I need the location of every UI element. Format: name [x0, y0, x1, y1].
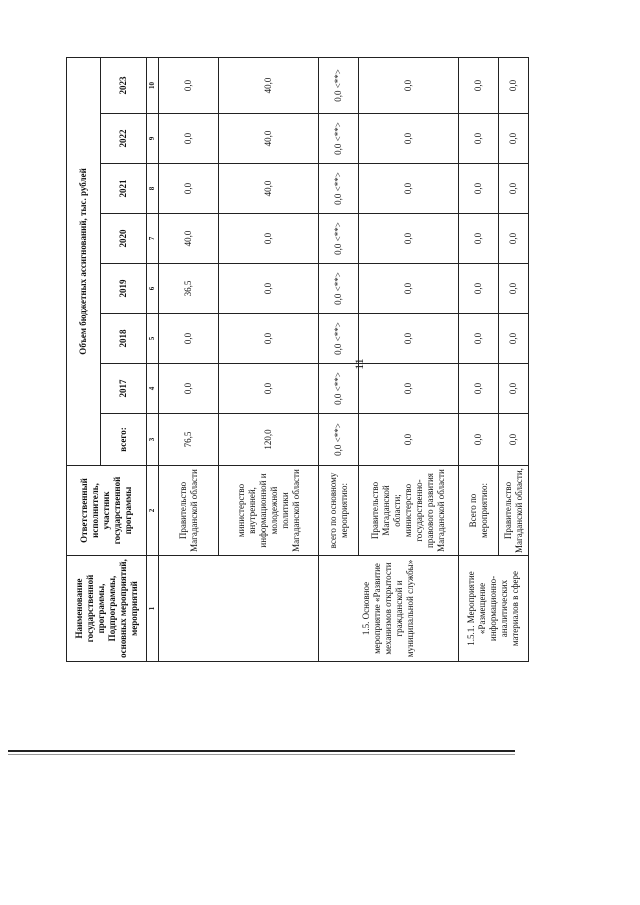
cell-2021: 40,0: [219, 164, 319, 214]
cell-2023: 0,0: [159, 57, 219, 113]
table-row: [159, 57, 219, 661]
cell-2023: 0,0: [359, 57, 459, 113]
header-total: всего:: [101, 414, 147, 466]
table-row: [319, 57, 359, 661]
header-year-2022: 2022: [101, 114, 147, 164]
header-year-2019: 2019: [101, 264, 147, 314]
cell-2022: 0,0: [499, 114, 529, 164]
cell-2019: 0,0: [459, 264, 499, 314]
row-name: [159, 556, 319, 662]
cell-2020: 0,0: [219, 214, 319, 264]
header-year-2018: 2018: [101, 314, 147, 364]
cell-2019: 0,0: [499, 264, 529, 314]
header-budget: Объем бюджетных ассигнований, тыс. рублей: [67, 57, 101, 465]
row-responsible: министерство внутренней, информационной и молодежной политики Магаданской области: [219, 466, 319, 556]
col-number: 4: [147, 364, 159, 414]
cell-2017: 0,0: [159, 364, 219, 414]
cell-2022: 0,0 <**>: [319, 114, 359, 164]
cell-2023: 0,0 <**>: [319, 57, 359, 113]
col-number: 1: [147, 556, 159, 662]
cell-2021: 0,0: [499, 164, 529, 214]
cell-2018: 0,0: [459, 314, 499, 364]
cell-2020: 40,0: [159, 214, 219, 264]
cell-2018: 0,0: [219, 314, 319, 364]
col-number: 5: [147, 314, 159, 364]
row-responsible: Правительство Магаданской области; министерство государственно-правового развития Магаданской области: [359, 466, 459, 556]
cell-2019: 0,0 <**>: [319, 264, 359, 314]
cell-2017: 0,0: [359, 364, 459, 414]
cell-2020: 0,0: [499, 214, 529, 264]
row-responsible: всего по основному мероприятию:: [319, 466, 359, 556]
table-row: [459, 57, 499, 661]
cell-2021: 0,0: [359, 164, 459, 214]
cell-2022: 0,0: [459, 114, 499, 164]
cell-2020: 0,0: [359, 214, 459, 264]
cell-2023: 0,0: [459, 57, 499, 113]
header-year-2021: 2021: [101, 164, 147, 214]
cell-2018: 0,0 <**>: [319, 314, 359, 364]
header-name: Наименование государственной программы, Подпрограммы, основных мероприятий, мероприятий: [67, 556, 147, 662]
cell-2022: 0,0: [359, 114, 459, 164]
cell-total: 120,0: [219, 414, 319, 466]
budget-table-rotated: [66, 58, 524, 662]
col-number: 2: [147, 466, 159, 556]
col-number: 10: [147, 57, 159, 113]
cell-2023: 0,0: [499, 57, 529, 113]
header-year-2020: 2020: [101, 214, 147, 264]
cell-2020: 0,0 <**>: [319, 214, 359, 264]
row-name: 1.5.1. Мероприятие «Размещение информационно-аналитических материалов в сфере: [459, 556, 529, 662]
cell-total: 76,5: [159, 414, 219, 466]
header-year-2017: 2017: [101, 364, 147, 414]
cell-2017: 0,0: [219, 364, 319, 414]
page-number: 11: [352, 358, 366, 370]
row-responsible: Правительство Магаданской области,: [499, 466, 529, 556]
cell-2017: 0,0: [459, 364, 499, 414]
cell-2023: 40,0: [219, 57, 319, 113]
cell-total: 0,0: [359, 414, 459, 466]
cell-2018: 0,0: [359, 314, 459, 364]
cell-2021: 0,0: [159, 164, 219, 214]
header-year-2023: 2023: [101, 57, 147, 113]
cell-2019: 0,0: [219, 264, 319, 314]
budget-table-wrapper: [66, 58, 524, 662]
col-number: 9: [147, 114, 159, 164]
cell-2021: 0,0: [459, 164, 499, 214]
col-number: 3: [147, 414, 159, 466]
bottom-rule: [8, 750, 515, 752]
col-number: 8: [147, 164, 159, 214]
cell-2018: 0,0: [159, 314, 219, 364]
cell-2019: 0,0: [359, 264, 459, 314]
cell-2017: 0,0 <**>: [319, 364, 359, 414]
cell-2018: 0,0: [499, 314, 529, 364]
cell-2022: 40,0: [219, 114, 319, 164]
cell-total: 0,0 <**>: [319, 414, 359, 466]
bottom-rule-thin: [8, 754, 515, 755]
header-responsible: Ответственный исполнитель, участник государственной программы: [67, 466, 147, 556]
cell-2017: 0,0: [499, 364, 529, 414]
col-number: 6: [147, 264, 159, 314]
row-responsible: Правительство Магаданской области: [159, 466, 219, 556]
cell-2022: 0,0: [159, 114, 219, 164]
row-name: 1.5. Основное мероприятие «Развитие механизмов открытости гражданской и муниципальной службы»: [319, 556, 459, 662]
cell-2021: 0,0 <**>: [319, 164, 359, 214]
row-responsible: Всего по мероприятию:: [459, 466, 499, 556]
budget-table: [66, 57, 529, 662]
cell-total: 0,0: [459, 414, 499, 466]
column-number-row: [147, 57, 159, 661]
cell-total: 0,0: [499, 414, 529, 466]
col-number: 7: [147, 214, 159, 264]
cell-2020: 0,0: [459, 214, 499, 264]
cell-2019: 36,5: [159, 264, 219, 314]
